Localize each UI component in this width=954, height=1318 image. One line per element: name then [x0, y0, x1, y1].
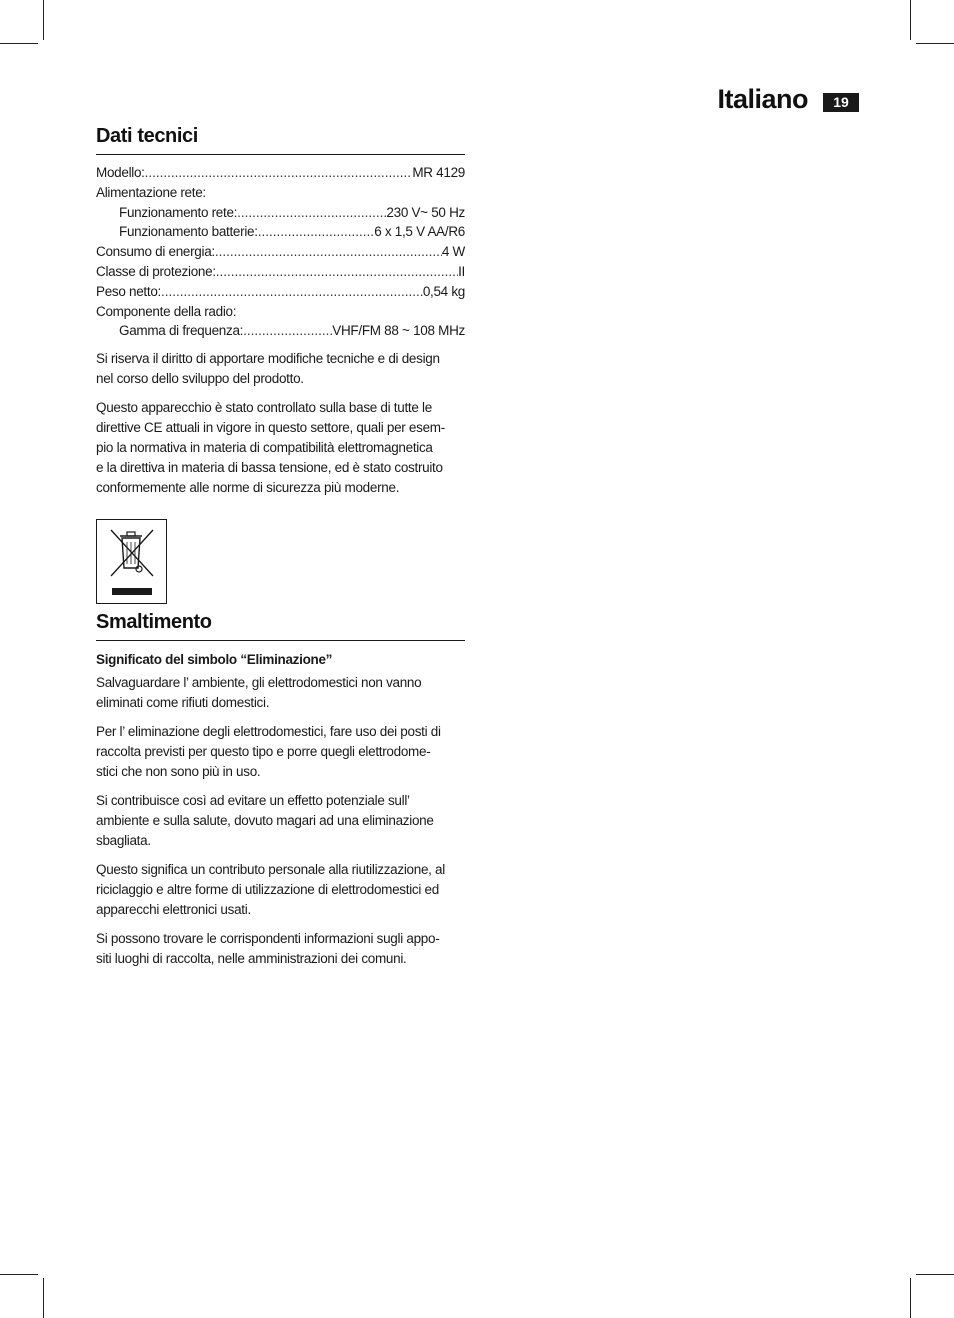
disposal-section — [96, 610, 465, 969]
design-notice — [96, 349, 465, 389]
text-line: stici che non sono più in uso. — [96, 764, 261, 779]
crossed-out-wheelie-bin-icon — [96, 519, 167, 604]
spec-row-battery — [96, 222, 465, 242]
dot-leader — [216, 262, 458, 282]
tech-section — [96, 124, 465, 498]
text-line: Si contribuisce così ad evitare un effetto potenziale sull’ — [96, 793, 410, 808]
text-line: Questo apparecchio è stato controllato sulla base di tutte le — [96, 400, 432, 416]
spec-group-power: Alimentazione rete: — [96, 184, 206, 200]
text-line: sbagliata. — [96, 833, 151, 848]
text-line: nel corso dello sviluppo del prodotto. — [96, 371, 304, 387]
spec-label: Funzionamento batterie: — [119, 224, 258, 240]
tech-title: Dati tecnici — [96, 124, 465, 155]
spec-label: Funzionamento rete: — [119, 204, 238, 220]
spec-value: II — [458, 263, 465, 279]
crop-mark — [0, 1274, 38, 1275]
spec-value: VHF/FM 88 ~ 108 MHz — [332, 323, 465, 339]
disposal-paragraph — [96, 860, 465, 920]
disposal-paragraph — [96, 791, 465, 851]
spec-label: Consumo di energia: — [96, 244, 215, 260]
crop-mark — [43, 1278, 44, 1318]
disposal-paragraph — [96, 673, 465, 713]
spec-label: Peso netto: — [96, 283, 161, 299]
crop-mark — [916, 1274, 954, 1275]
spec-list — [96, 163, 465, 341]
language-heading: Italiano — [717, 84, 808, 114]
dot-leader — [243, 321, 332, 341]
crop-mark — [0, 43, 38, 44]
crop-mark — [43, 0, 44, 40]
text-line: riciclaggio e altre forme di utilizzazione di elettrodomestici ed — [96, 882, 439, 897]
text-line: ambiente e sulla salute, dovuto magari ad una eliminazione — [96, 813, 434, 828]
crop-mark — [916, 43, 954, 44]
text-line: pio la normativa in materia di compatibilità elettromagnetica — [96, 440, 433, 456]
text-line: Questo significa un contributo personale alla riutilizzazione, al — [96, 862, 445, 877]
crop-mark — [910, 0, 911, 40]
spec-label: Modello: — [96, 165, 145, 180]
text-line: direttive CE attuali in vigore in questo settore, quali per esem- — [96, 420, 445, 436]
spec-value: MR 4129 — [412, 165, 465, 180]
spec-label: Classe di protezione: — [96, 263, 216, 279]
disposal-title: Smaltimento — [96, 610, 465, 641]
text-line: Per l’ eliminazione degli elettrodomestici, fare uso dei posti di — [96, 724, 441, 739]
text-line: apparecchi elettronici usati. — [96, 902, 251, 917]
ce-notice — [96, 398, 465, 498]
spec-row-consumption — [96, 242, 465, 262]
text-line: siti luoghi di raccolta, nelle amministrazioni dei comuni. — [96, 951, 407, 966]
text-line: conformemente alle norme di sicurezza più moderne. — [96, 480, 400, 496]
text-line: Salvaguardare l’ ambiente, gli elettrodomestici non vanno — [96, 675, 422, 690]
spec-group-radio: Componente della radio: — [96, 303, 237, 319]
spec-row-frequency — [96, 321, 465, 341]
page-number: 19 — [823, 93, 859, 112]
crop-mark — [910, 1278, 911, 1318]
text-line: e la direttiva in materia di bassa tensione, ed è stato costruito — [96, 460, 443, 476]
disposal-paragraph — [96, 722, 465, 782]
text-line: Si riserva il diritto di apportare modifiche tecniche e di design — [96, 351, 440, 367]
dot-leader — [161, 282, 423, 302]
spec-row-protection — [96, 262, 465, 282]
dot-leader — [258, 222, 375, 242]
spec-row-mains — [96, 203, 465, 223]
spec-row-model — [96, 163, 465, 183]
text-line: raccolta previsti per questo tipo e porre quegli elettrodome- — [96, 744, 431, 759]
spec-label: Gamma di frequenza: — [119, 323, 244, 339]
spec-value: 4 W — [441, 244, 465, 260]
spec-value: 230 V~ 50 Hz — [386, 204, 465, 220]
dot-leader — [145, 163, 413, 183]
text-line: Si possono trovare le corrispondenti informazioni sugli appo- — [96, 931, 440, 946]
text-line: eliminati come rifiuti domestici. — [96, 695, 270, 710]
spec-value: 6 x 1,5 V AA/R6 — [374, 224, 465, 240]
spec-value: 0,54 kg — [422, 283, 465, 299]
dot-leader — [237, 203, 386, 223]
disposal-subtitle: Significato del simbolo “Eliminazione” — [96, 652, 333, 667]
spec-row-weight — [96, 282, 465, 302]
dot-leader — [215, 242, 442, 262]
disposal-paragraph — [96, 929, 465, 969]
